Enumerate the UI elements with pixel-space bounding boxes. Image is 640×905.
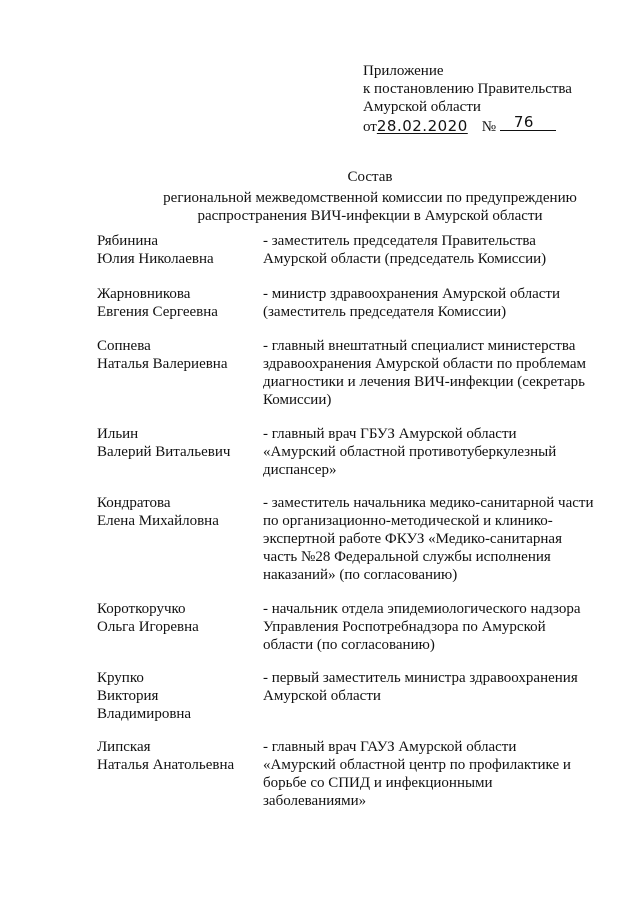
member-name — [97, 669, 267, 723]
title-line-3: распространения ВИЧ-инфекции в Амурской области — [197, 208, 543, 224]
member-role: - заместитель начальника медико-санитарной части по организационно-методической и клинико- экспертной работе ФКУЗ «Медико-санитарная часть №28 Федеральной службы исполнения наказаний» (по согласованию) — [263, 495, 594, 583]
member-name — [97, 738, 267, 774]
member-name — [97, 285, 267, 321]
annex-resolution-line: к постановлению Правительства — [363, 81, 572, 97]
member-surname: Жарновникова — [97, 286, 191, 302]
member-name — [97, 600, 267, 636]
annex-header — [363, 62, 623, 136]
member-role: - главный врач ГБУЗ Амурской области «Амурский областной противотуберкулезный диспансер» — [263, 426, 557, 478]
member-surname: Крупко — [97, 670, 144, 686]
member-surname: Ильин — [97, 426, 139, 442]
member-given-names: Евгения Сергеевна — [97, 304, 218, 320]
member-surname: Рябинина — [97, 233, 159, 249]
handwritten-date: 28.02.2020 — [376, 117, 468, 135]
member-name — [97, 494, 267, 530]
member-surname: Липская — [97, 739, 151, 755]
member-given-names-cont: Владимировна — [97, 706, 192, 722]
member-name — [97, 425, 267, 461]
date-prefix: от — [363, 119, 377, 135]
member-given-names: Юлия Николаевна — [97, 251, 214, 267]
member-role: - заместитель председателя Правительства Амурской области (председатель Комиссии) — [263, 233, 547, 267]
member-role: - министр здравоохранения Амурской области (заместитель председателя Комиссии) — [263, 286, 560, 320]
member-surname: Сопнева — [97, 338, 151, 354]
handwritten-number: 76 — [513, 113, 534, 131]
title-line-2: региональной межведомственной комиссии по предупреждению — [163, 190, 577, 206]
member-surname: Короткоручко — [97, 601, 186, 617]
document-title — [150, 168, 590, 225]
member-name — [97, 337, 267, 373]
number-underline — [500, 113, 556, 131]
member-role: - первый заместитель министра здравоохранения Амурской области — [263, 670, 578, 704]
member-given-names: Ольга Игоревна — [97, 619, 199, 635]
annex-title: Приложение — [363, 63, 444, 79]
number-prefix: № — [481, 119, 497, 135]
member-given-names: Елена Михайловна — [97, 513, 219, 529]
member-surname: Кондратова — [97, 495, 171, 511]
member-role: - главный врач ГАУЗ Амурской области «Амурский областной центр по профилактике и борьбе со СПИД и инфекционными заболеваниями» — [263, 739, 571, 809]
annex-region-line: Амурской области — [363, 99, 481, 115]
title-line-1: Состав — [347, 169, 393, 185]
member-name — [97, 232, 267, 268]
member-given-names: Валерий Витальевич — [97, 444, 231, 460]
member-role: - начальник отдела эпидемиологического надзора Управления Роспотребнадзора по Амурской области (по согласованию) — [263, 601, 581, 653]
member-given-names: Наталья Валериевна — [97, 356, 228, 372]
annex-date-line — [363, 113, 623, 136]
member-given-names: Наталья Анатольевна — [97, 757, 235, 773]
member-given-names: Виктория — [97, 688, 159, 704]
member-role: - главный внештатный специалист министерства здравоохранения Амурской области по проблемам диагностики и лечения ВИЧ-инфекции (секретарь Комиссии) — [263, 338, 587, 408]
